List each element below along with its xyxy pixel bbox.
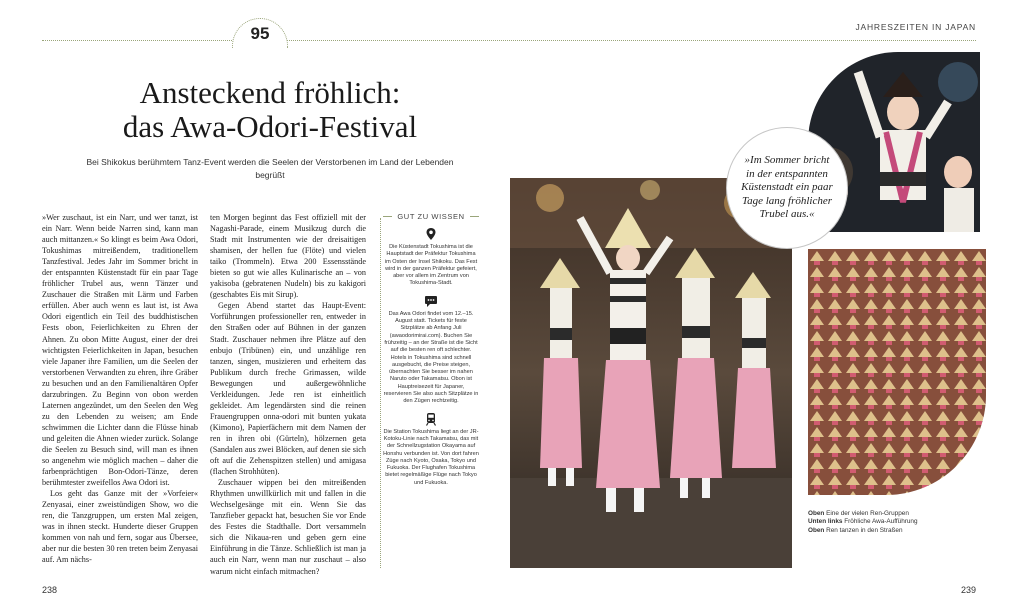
paragraph: Zuschauer wippen bei den mitreißenden Rhythmen unwillkürlich mit und fallen in die Wechselgesänge mit ein. Wenn Sie das Tanzfieber gepackt hat, besuchen Sie vor Ende des Festes die Stadthalle. Dort versammeln sich die Nikaua-ren und geben gern eine Einführung in die Tänze. Schließlich ist man ja auch ein Narr, wenn man nur zuschaut – also warum nicht einfach mitmachen? <box>210 478 366 576</box>
sidebar-divider <box>380 218 381 568</box>
folio-left: 238 <box>42 585 58 595</box>
good-to-know-sidebar <box>383 212 479 487</box>
body-column-2 <box>210 212 366 577</box>
caption-text: Ren tanzen in den Straßen <box>826 526 903 534</box>
sidebar-item-travel <box>383 412 479 487</box>
section-label: JAHRESZEITEN IN JAPAN <box>855 22 976 32</box>
page-number-badge: 95 <box>232 18 288 48</box>
header-rule <box>42 40 976 41</box>
caption-label: Unten links <box>808 518 843 526</box>
photo-ren-groups-overhead <box>808 249 986 495</box>
sidebar-item-location <box>383 227 479 288</box>
train-icon <box>424 412 438 426</box>
sidebar-item-text: Das Awa Odori findet vom 12.–15. August statt. Tickets für feste Sitzplätze ab Anfang Juli (awaodorimirai.com). Buchen Sie frühzeitig – an der Straße ist die Sicht auf die besten ren oft schlechter. Hotels in Tokushima sind schnell ausgebucht, die Preise steigen, übernachten Sie besser im nahen Naruto oder Takamatsu. Obon ist Hauptreisezeit für Japaner, reservieren Sie also auch Sitzplätze in den Zügen rechtzeitig. <box>383 310 479 405</box>
caption-text: Fröhliche Awa-Aufführung <box>844 518 918 526</box>
title-line-1: Ansteckend fröhlich: <box>139 75 401 110</box>
sidebar-title: GUT ZU WISSEN <box>383 212 479 221</box>
location-pin-icon <box>424 227 438 241</box>
caption-label: Oben <box>808 510 825 517</box>
caption-text: Eine der vielen Ren-Gruppen <box>826 510 909 517</box>
paragraph: Los geht das Ganze mit der »Vorfeier« Zenyasai, einer zweistündigen Show, wo die ren, die Tanzgruppen, um ersten Mal zeigen, was in ihnen steckt. Hunderte dieser Gruppen kommen von nah und fern, sogar aus Übersee, aber nur die besten 30 ren treten beim Zenyasai auf. Am nächs- <box>42 489 198 565</box>
folio-right: 239 <box>960 585 976 595</box>
paragraph: Gegen Abend startet das Haupt-Event: Vorführungen professioneller ren, entweder in den Straßen oder auf Bühnen in der ganzen Stadt. Zuschauer nehmen ihre Plätze auf den enbujo (Tribünen) ein, und unzählige ren tanzen, singen, musizieren und erheitern das Publikum durch freche Grimassen, wilde Bewegungen und außergewöhnliche Verkleidungen. Jede ren ist einheitlich gekleidet. Am legendärsten sind die reinen Frauengruppen onna-odori mit bunten yukata (Kimono), Papierfächern mit dem Namen der ren in ihren obi (Gürteln), hölzernen geta (Sandalen aus zwei Blöcken, auf denen sie sich oft auf die Zehenspitzen stellen) und amigasa (flachen Strohhüten). <box>210 301 366 477</box>
sidebar-item-text: Die Station Tokushima liegt an der JR-Kotoku-Linie nach Takamatsu, das mit der Schnellzugstation Okayama auf Honshu verbunden ist. Von dort fahren Züge nach Kyoto, Osaka, Tokyo und Fukuoka. Der Flughafen Tokushima bietet regelmäßige Flüge nach Tokyo und Fukuoka. <box>383 428 479 486</box>
sidebar-item-text: Die Küstenstadt Tokushima ist die Hauptstadt der Präfektur Tokushima im Osten der Insel Shikoku. Das Fest wird in der ganzen Präfektur gefeiert, aber vor allem im Zentrum von Tokushima-Stadt. <box>384 244 478 287</box>
paragraph: »Wer zuschaut, ist ein Narr, und wer tanzt, ist ein Narr. Wenn beide Narren sind, kann man auch mittanzen.« So klingt es beim Awa Odori, Tokushimas mitreißendem, traditionellem Tanzfestival. Jedes Jahr im Sommer bricht in der entspannten Küstenstadt für ein paar Tage fröhlicher Trubel aus, wenn Tänzer und Zuschauer die Straßen mit Lärm und Farben erfüllen. Aber auch wenn es laut ist, ist Awa Odori eigentlich ein Teil des buddhistischen Fests obon, Feierlichkeiten zu Ehren der Ahnen. Zu obon Mitte August, einer der drei wichtigsten Feierlichkeiten in Japan, besuchen viele Japaner ihre Familien, um die Seelen der verstorbenen Verwandten zu ehren, ihre Gräber zu besuchen und an den Familienaltären Opfer darzubringen. Zu Beginn von obon werden Laternen angezündet, um den Seelen den Weg zu den Lebenden zu weisen; am Ende schwimmen die Lichter dann die Flüsse hinab und geleiten die Ahnen wieder zurück. Solange die Seelen zu Besuch sind, will man es ihnen so angenehm wie möglich machen – daher die farbenprächtigen Bon-Odori-Tänze, deren berühmtester zweifellos Awa Odori ist. <box>42 213 198 488</box>
caption-label: Oben <box>808 526 825 534</box>
photo-caption <box>808 510 978 535</box>
title-line-2: das Awa-Odori-Festival <box>122 109 418 144</box>
pull-quote: »Im Sommer bricht in der entspannten Küstenstadt ein paar Tage lang fröhlicher Trubel aus.« <box>726 127 848 249</box>
sidebar-item-dates <box>383 294 479 406</box>
body-column-1 <box>42 212 198 566</box>
paragraph: ten Morgen beginnt das Fest offiziell mit der Nagashi-Parade, einem Musikzug durch die Stadt mit Instrumenten wie der dreisaitigen shamisen, der hellen fue (Flöte) und vielen taiko (Trommeln). Etwa 200 Essensstände bieten so gut wie alles Kulinarische an – von yakisoba (gebratenen Nudeln) bis zu kakigori (geschabtes Eis mit Sirup). <box>210 213 366 300</box>
article-title <box>60 76 480 144</box>
article-subtitle: Bei Shikokus berühmtem Tanz-Event werden die Seelen der Verstorbenen im Land der Lebenden begrüßt <box>86 157 454 180</box>
speech-bubble-icon <box>424 294 438 308</box>
